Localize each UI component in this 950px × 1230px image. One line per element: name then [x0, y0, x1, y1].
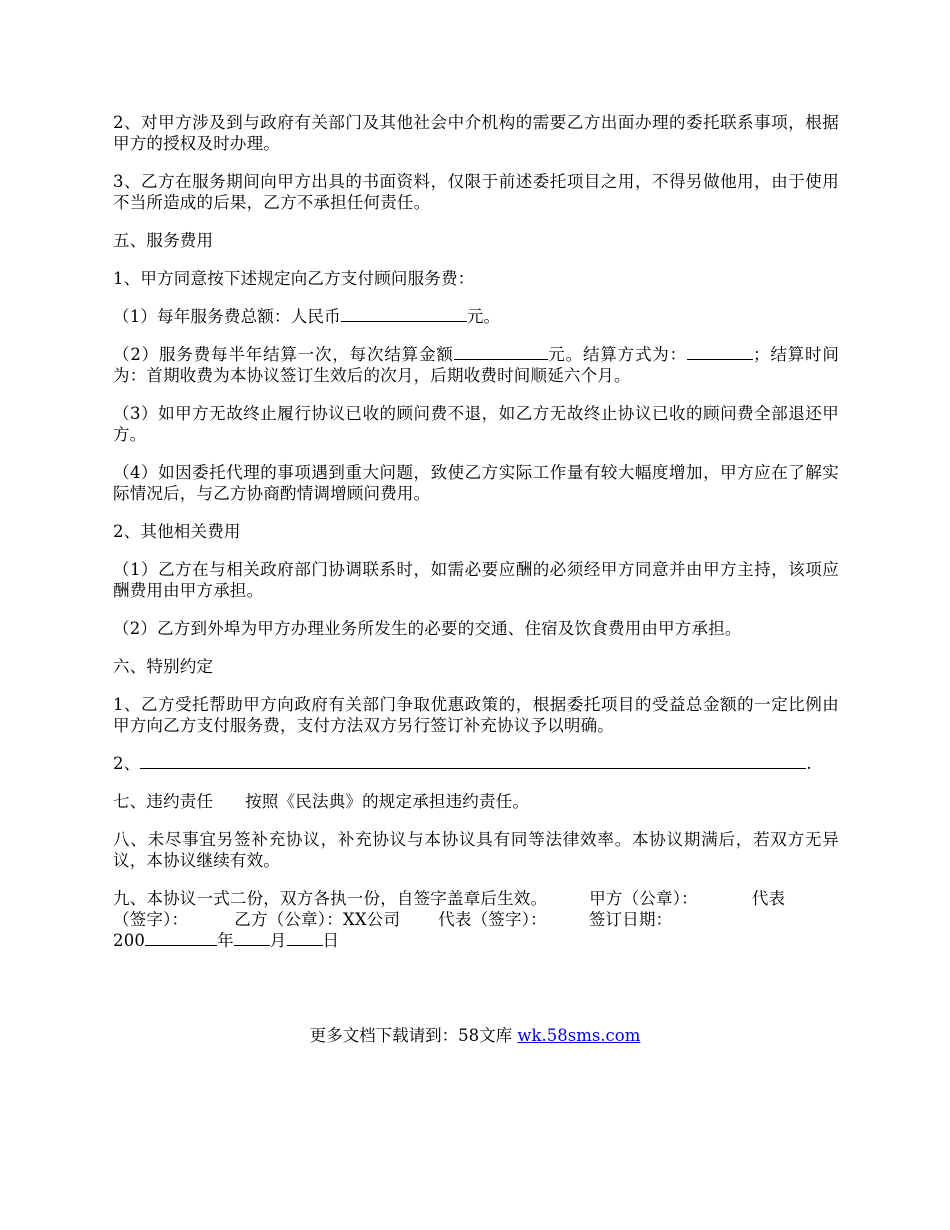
paragraph-7: （4）如因委托代理的事项遇到重大问题，致使乙方实际工作量有较大幅度增加，甲方应在了解实际情况后，与乙方协商酌情调增顾问费用。 [113, 463, 839, 503]
settlement-amount-blank [454, 344, 548, 360]
party-b-seal-label: 乙方（公章）：XX公司 [234, 910, 401, 929]
settlement-method-blank [687, 344, 753, 360]
date-year-blank [145, 930, 217, 946]
section-heading-5: 五、服务费用 [113, 231, 214, 250]
date-year-label: 年 [217, 931, 234, 950]
sign-date-label: 签订日期： [588, 910, 673, 929]
breach-text: 按照《民法典》的规定承担违约责任。 [245, 792, 530, 811]
item-2-blank [140, 753, 806, 769]
paragraph-5 [113, 344, 839, 386]
paragraph-4 [113, 306, 839, 327]
party-a-rep-label: 代表 [751, 889, 786, 908]
section-heading-6: 六、特别约定 [113, 657, 214, 676]
date-day-label: 日 [322, 931, 340, 950]
paragraph-2: 3、乙方在服务期间向甲方出具的书面资料，仅限于前述委托项目之用，不得另做他用，由于使用不当所造成的后果，乙方不承担任何责任。 [113, 172, 839, 212]
paragraph-9: （1）乙方在与相关政府部门协调联系时，如需必要应酬的必须经甲方同意并由甲方主持，该项应酬费用由甲方承担。 [113, 560, 839, 600]
party-b-rep-label: 代表（签字）： [438, 910, 547, 929]
paragraph-11: 1、乙方受托帮助甲方向政府有关部门争取优惠政策的，根据委托项目的受益总金额的一定比例由甲方向乙方支付服务费，支付方法双方另行签订补充协议予以明确。 [113, 695, 839, 735]
footer-text: 更多文档下载请到：58文库 [309, 1026, 518, 1045]
paragraph-8: 2、其他相关费用 [113, 522, 241, 541]
paragraph-12 [113, 753, 839, 774]
paragraph-3: 1、甲方同意按下述规定向乙方支付顾问服务费： [113, 269, 475, 288]
annual-fee-label: （1）每年服务费总额：人民币 [113, 307, 341, 326]
settlement-label: （2）服务费每半年结算一次，每次结算金额 [113, 345, 454, 364]
annual-fee-blank [341, 306, 467, 322]
footer-link[interactable]: wk.58sms.com [517, 1026, 641, 1045]
document-body [113, 112, 839, 968]
paragraph-13: 八、未尽事宜另签补充协议，补充协议与本协议具有同等法律效率。本协议期满后，若双方无异议，本协议继续有效。 [113, 830, 839, 870]
date-day-blank [287, 930, 323, 946]
date-month-blank [234, 930, 270, 946]
date-month-label: 月 [269, 931, 287, 950]
party-a-sign-label: （签字）： [113, 910, 189, 929]
date-year-prefix: 200 [113, 931, 146, 950]
paragraph-6: （3）如甲方无故终止履行协议已收的顾问费不退，如乙方无故终止协议已收的顾问费全部退还甲方。 [113, 404, 839, 444]
annual-fee-unit: 元。 [466, 307, 501, 326]
settlement-time-text: ；结算时间为：首期收费为本协议签订生效后的次月，后期收费时间顺延六个月。 [113, 345, 840, 385]
paragraph-14 [113, 888, 839, 951]
paragraph-10: （2）乙方到外埠为甲方办理业务所发生的必要的交通、住宿及饮食费用由甲方承担。 [113, 619, 742, 638]
breach-heading: 七、违约责任 [113, 792, 214, 811]
paragraph-1: 2、对甲方涉及到与政府有关部门及其他社会中介机构的需要乙方出面办理的委托联系事项，根据甲方的授权及时办理。 [113, 113, 839, 153]
party-a-seal-label: 甲方（公章）： [589, 889, 698, 908]
effect-clause: 九、本协议一式二份，双方各执一份，自签字盖章后生效。 [113, 889, 548, 908]
settlement-method-label: 元。结算方式为： [547, 345, 687, 364]
section-heading-7 [113, 791, 839, 812]
item-2-label: 2、 [113, 754, 141, 773]
item-2-period: . [806, 754, 812, 773]
footer [0, 1025, 950, 1046]
